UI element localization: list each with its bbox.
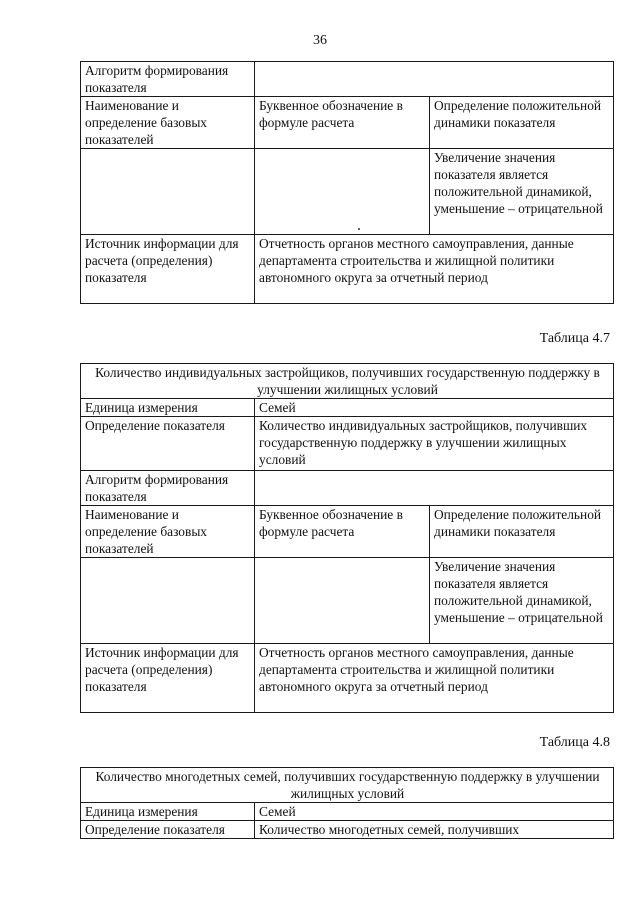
table-row [81, 364, 614, 399]
table-caption-4-7: Таблица 4.7 [539, 331, 610, 346]
page-number: 36 [313, 33, 327, 48]
base-indicators-value [81, 558, 255, 644]
table-row [81, 471, 614, 506]
positive-dynamics-value: Увеличение значения показателя является положительной динамикой, уменьшение – отрицательной [430, 558, 614, 644]
positive-dynamics-label: Определение положительной динамики показателя [430, 97, 614, 149]
table-title: Количество многодетных семей, получивших государственную поддержку в улучшении жилищных условий [81, 768, 614, 803]
letter-designation-label: Буквенное обозначение в формуле расчета [255, 506, 430, 558]
table-row [81, 768, 614, 803]
positive-dynamics-value: Увеличение значения показателя является положительной динамикой, уменьшение – отрицательной [430, 149, 614, 235]
base-indicators-value [81, 149, 255, 235]
definition-label: Определение показателя [81, 821, 255, 839]
positive-dynamics-label: Определение положительной динамики показателя [430, 506, 614, 558]
algorithm-value [255, 62, 614, 97]
table-row [81, 803, 614, 821]
table-row [81, 399, 614, 417]
table-row [81, 417, 614, 471]
table-row [81, 821, 614, 839]
table-row [81, 235, 614, 304]
algorithm-value [255, 471, 614, 506]
unit-value: Семей [255, 803, 614, 821]
letter-designation-value [255, 558, 430, 644]
letter-designation-label: Буквенное обозначение в формуле расчета [255, 97, 430, 149]
scan-speck [358, 228, 360, 230]
table-title: Количество индивидуальных застройщиков, получивших государственную поддержку в улучшении жилищных условий [81, 364, 614, 399]
table-row [81, 558, 614, 644]
info-source-label: Источник информации для расчета (определения) показателя [81, 644, 255, 713]
info-source-value: Отчетность органов местного самоуправления, данные департамента строительства и жилищной политики автономного округа за отчетный период [255, 235, 614, 304]
base-indicators-label: Наименование и определение базовых показателей [81, 506, 255, 558]
table-row [81, 506, 614, 558]
algorithm-label: Алгоритм формирования показателя [81, 471, 255, 506]
indicator-table-4-7 [80, 363, 614, 713]
table-row [81, 149, 614, 235]
table-caption-4-8: Таблица 4.8 [539, 735, 610, 750]
table-row [81, 644, 614, 713]
unit-label: Единица измерения [81, 399, 255, 417]
indicator-table-4-8 [80, 767, 614, 839]
table-row [81, 97, 614, 149]
info-source-label: Источник информации для расчета (определения) показателя [81, 235, 255, 304]
definition-value: Количество многодетных семей, получивших [255, 821, 614, 839]
indicator-table-continued [80, 61, 614, 304]
definition-value: Количество индивидуальных застройщиков, получивших государственную поддержку в улучшении жилищных условий [255, 417, 614, 471]
definition-label: Определение показателя [81, 417, 255, 471]
algorithm-label: Алгоритм формирования показателя [81, 62, 255, 97]
letter-designation-value [255, 149, 430, 235]
unit-label: Единица измерения [81, 803, 255, 821]
unit-value: Семей [255, 399, 614, 417]
info-source-value: Отчетность органов местного самоуправления, данные департамента строительства и жилищной политики автономного округа за отчетный период [255, 644, 614, 713]
base-indicators-label: Наименование и определение базовых показателей [81, 97, 255, 149]
table-row [81, 62, 614, 97]
